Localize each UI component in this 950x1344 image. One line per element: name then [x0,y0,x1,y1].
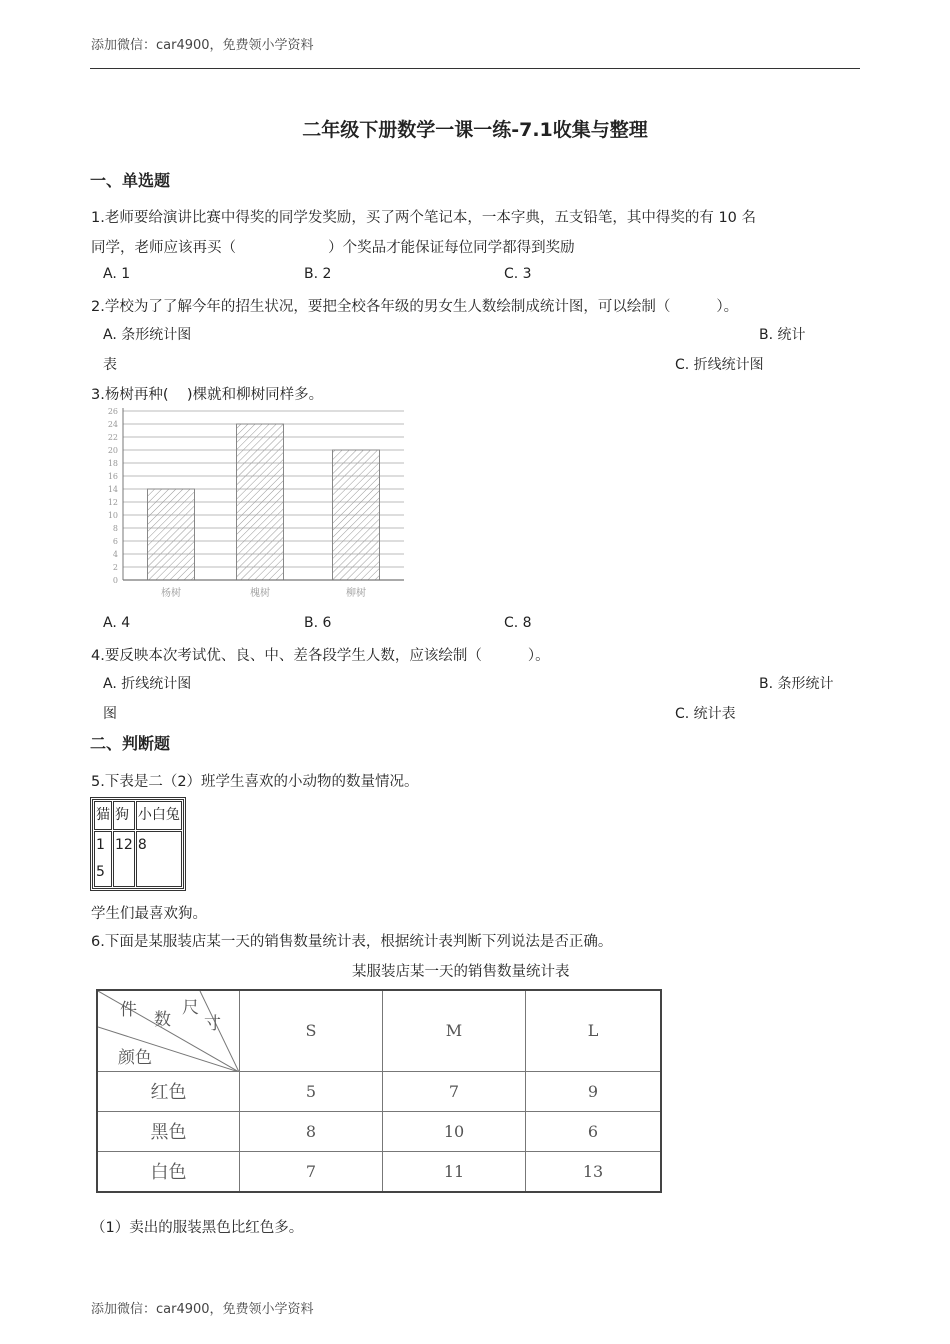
corner-label-color: 颜色 [118,1048,152,1068]
q2-option-b-continued[interactable]: 表 [103,357,117,373]
row-label-red: 红色 [97,1071,240,1111]
cell: 11 [383,1151,526,1192]
question-1-line-1: 1.老师要给演讲比赛中得奖的同学发奖励，买了两个笔记本，一本字典，五支铅笔，其中得奖的有 10 名 [91,210,756,226]
y-tick-label: 24 [107,420,118,429]
header-dog: 狗 [113,801,135,830]
y-tick-label: 22 [107,433,118,442]
row-label-white: 白色 [97,1151,240,1192]
table-row [97,1071,661,1111]
question-2-text: 2.学校为了了解今年的招生状况，要把全校各年级的男女生人数绘制成统计图，可以绘制（ ）。 [91,299,739,315]
cell: 9 [526,1071,662,1111]
y-tick-label: 16 [107,472,118,481]
table-row [97,1111,661,1151]
header-rabbit: 小白兔 [136,801,182,830]
question-3-text: 3.杨树再种( )棵就和柳树同样多。 [91,387,324,403]
table-header-row [97,990,661,1071]
corner-label-shu: 数 [154,1010,171,1030]
y-tick-label: 12 [107,498,118,507]
q2-option-c[interactable]: C. 折线统计图 [675,357,764,373]
bar-杨树 [148,489,195,580]
y-tick-label: 2 [112,563,118,572]
q1-option-a[interactable]: A. 1 [103,266,131,282]
cell-cat-count: 1 5 [94,831,112,887]
x-tick-label: 槐树 [250,588,270,599]
question-6-text: 6.下面是某服装店某一天的销售数量统计表，根据统计表判断下列说法是否正确。 [91,934,613,950]
y-tick-label: 20 [107,446,118,455]
table-corner-cell [97,990,240,1071]
header-rule [90,68,860,69]
table-header-row [94,801,182,830]
q1-option-b[interactable]: B. 2 [304,266,332,282]
y-tick-label: 6 [112,537,118,546]
q4-option-a[interactable]: A. 折线统计图 [103,676,192,692]
bar-槐树 [237,424,284,580]
animal-preference-table [90,797,186,891]
cell: 13 [526,1151,662,1192]
page-title: 二年级下册数学一课一练-7.1收集与整理 [302,119,648,141]
section-heading-single-choice: 一、单选题 [90,171,171,190]
row-label-black: 黑色 [97,1111,240,1151]
question-4-text: 4.要反映本次考试优、良、中、差各段学生人数，应该绘制（ ）。 [91,648,550,664]
cell: 6 [526,1111,662,1151]
q4-option-c[interactable]: C. 统计表 [675,706,736,722]
cell: 7 [240,1151,383,1192]
cell-dog-count: 12 [113,831,135,887]
cell: 8 [240,1111,383,1151]
y-tick-label: 4 [112,550,118,559]
q3-option-c[interactable]: C. 8 [504,615,532,631]
column-header-m: M [383,990,526,1071]
q3-option-a[interactable]: A. 4 [103,615,131,631]
cell: 7 [383,1071,526,1111]
y-tick-label: 14 [107,485,118,494]
y-tick-label: 26 [107,407,118,416]
q3-option-b[interactable]: B. 6 [304,615,332,631]
question-1-line-2: 同学，老师应该再买（ ）个奖品才能保证每位同学都得到奖励 [91,240,575,256]
x-tick-label: 杨树 [161,588,181,599]
cell: 5 [240,1071,383,1111]
column-header-l: L [526,990,662,1071]
page-header: 添加微信：car4900，免费领小学资料 [91,38,314,53]
q2-option-a[interactable]: A. 条形统计图 [103,327,192,343]
q1-option-c[interactable]: C. 3 [504,266,532,282]
header-cat: 猫 [94,801,112,830]
corner-label-chi: 尺 [182,998,199,1018]
corner-label-cun: 寸 [204,1014,221,1034]
x-tick-label: 柳树 [346,588,366,599]
q4-option-b-continued[interactable]: 图 [103,706,117,722]
y-tick-label: 0 [112,576,118,585]
corner-label-jian: 件 [120,1000,137,1020]
y-tick-label: 18 [107,459,118,468]
tree-bar-chart [98,404,413,604]
cell-rabbit-count: 8 [136,831,182,887]
column-header-s: S [240,990,383,1071]
table-row [94,831,182,887]
cell: 10 [383,1111,526,1151]
table-row [97,1151,661,1192]
question-5-statement: 学生们最喜欢狗。 [91,906,207,922]
q4-option-b[interactable]: B. 条形统计 [759,676,834,692]
question-5-text: 5.下表是二（2）班学生喜欢的小动物的数量情况。 [91,774,419,790]
y-tick-label: 8 [112,524,118,533]
page-footer: 添加微信：car4900，免费领小学资料 [91,1302,314,1317]
y-tick-label: 10 [107,511,118,520]
clothing-table-title: 某服装店某一天的销售数量统计表 [352,964,570,980]
question-6-sub-1: （1）卖出的服装黑色比红色多。 [91,1220,304,1236]
section-heading-true-false: 二、判断题 [90,734,171,753]
bar-柳树 [333,450,380,580]
clothing-sales-table [96,989,662,1193]
q2-option-b[interactable]: B. 统计 [759,327,806,343]
